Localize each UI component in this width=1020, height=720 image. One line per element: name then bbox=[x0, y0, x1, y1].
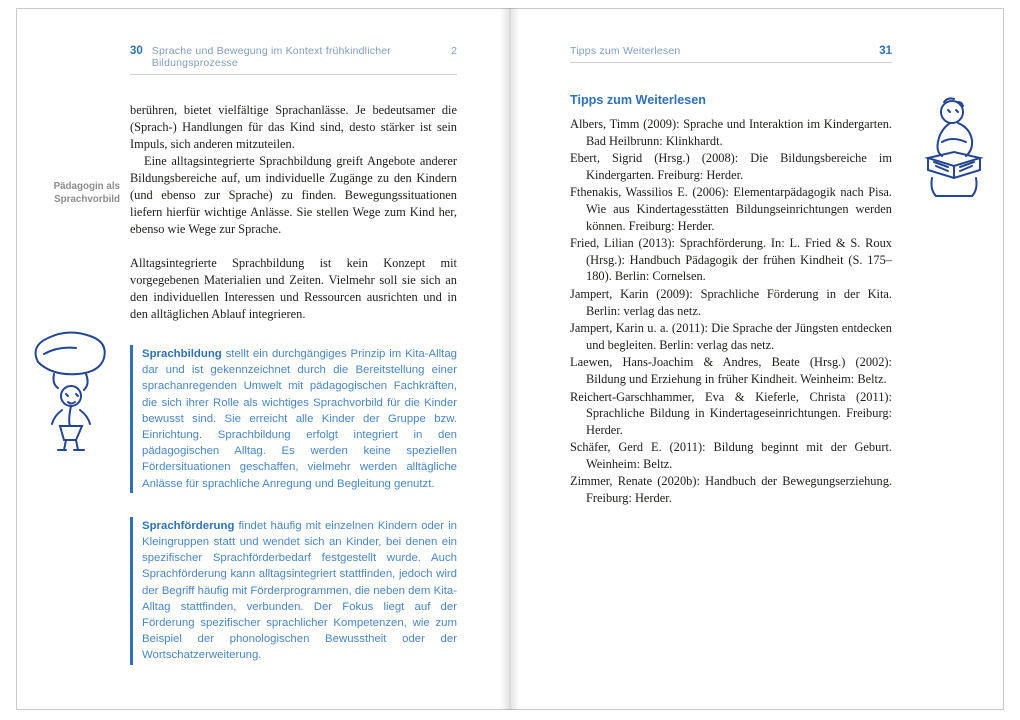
reference-item: Fthenakis, Wassilios E. (2006): Elementarpädagogik nach Pisa. Wie aus Kindertagesstätten Bildungseinrichtungen werden können. Freiburg: Herder. bbox=[570, 185, 892, 233]
illustration-figure-carrying bbox=[24, 328, 116, 454]
book-gutter-shadow bbox=[500, 8, 520, 710]
left-chapter-mark: 2 bbox=[451, 45, 457, 57]
left-header-rule bbox=[130, 74, 457, 75]
illustration-figure-reading bbox=[914, 96, 996, 208]
right-page-number: 31 bbox=[879, 45, 892, 57]
left-running-title: Sprache und Bewegung im Kontext frühkindlicher Bildungsprozesse bbox=[151, 45, 391, 69]
section-heading: Tipps zum Weiterlesen bbox=[570, 93, 707, 107]
reference-item: Schäfer, Gerd E. (2011): Bildung beginnt mit der Geburt. Weinheim: Beltz. bbox=[570, 440, 892, 471]
reference-item: Albers, Timm (2009): Sprache und Interaktion im Kindergarten. Bad Heilbrunn: Klinkhardt. bbox=[570, 117, 892, 148]
infobox-text: findet häufig mit einzelnen Kindern oder in Kleingruppen statt und wendet sich an Kinder, bei denen ein spezifischer Sprachförderbedarf festgestellt wurde. Auch Sprachförderung kann alltagsintegriert stattfinden, jedoch wird der Begriff häufig mit Förderprogrammen, die neben dem Kita-Alltag stattfinden, verbunden. Der Fokus liegt auf der Förderung spezifischer sprachlicher Kompetenzen, wie zum Beispiel der phonologischen Bewusstheit oder der Wortschatzerweiterung. bbox=[142, 519, 457, 662]
page-edge-right bbox=[1003, 8, 1004, 710]
page-edge-left bbox=[16, 8, 17, 710]
margin-note: Pädagogin als Sprachvorbild bbox=[53, 181, 120, 205]
infobox-lead: Sprachförderung bbox=[142, 519, 235, 532]
left-running-head bbox=[130, 45, 457, 69]
right-running-title: Tipps zum Weiterlesen bbox=[570, 45, 681, 57]
body-paragraph: Eine alltagsintegrierte Sprachbildung greift Angebote anderer Bildungsbereiche auf, um individuelle Zugänge zu den Kindern (und ebenso zur Sprache) zu finden. Bewegungssituationen liefern hierfür wichtige Anlässe. Sie stellen Wege zum Kind her, ebenso wie Wege zur Sprache. bbox=[130, 154, 457, 236]
body-paragraph: Alltagsintegrierte Sprachbildung ist kein Konzept mit vorgegebenen Materialien und Zeiten. Vielmehr soll sie sich an den individuellen Interessen und Ressourcen ausrichten und in den alltäglichen Ablauf integrieren. bbox=[130, 256, 457, 321]
infobox-lead: Sprachbildung bbox=[142, 348, 222, 360]
reference-item: Fried, Lilian (2013): Sprachförderung. In: L. Fried & S. Roux (Hrsg.): Handbuch Pädagogik der frühen Kindheit (S. 175–180). Berlin: Cornelsen. bbox=[570, 236, 892, 284]
infobox-sprachbildung bbox=[130, 345, 457, 493]
reference-item: Jampert, Karin (2009): Sprachliche Förderung in der Kita. Berlin: verlag das netz. bbox=[570, 286, 892, 318]
reference-item: Jampert, Karin u. a. (2011): Die Sprache der Jüngsten entdecken und begleiten. Berlin: verlag das netz. bbox=[570, 321, 892, 352]
left-page-number: 30 bbox=[130, 45, 143, 57]
right-running-head bbox=[570, 45, 892, 57]
reference-item: Laewen, Hans-Joachim & Andres, Beate (Hrsg.) (2002): Bildung und Erziehung in früher Kindheit. Weinheim: Beltz. bbox=[570, 355, 892, 386]
right-header-rule bbox=[570, 62, 892, 63]
reference-item: Zimmer, Renate (2020b): Handbuch der Bewegungserziehung. Freiburg: Herder. bbox=[570, 474, 892, 506]
infobox-text: stellt ein durchgängiges Prinzip im Kita-Alltag dar und ist gekennzeichnet durch die Bereitstellung einer sprachanregenden Umwelt mit pädagogischen Fachkräften, die sich ihrer Rolle als wichtiges Sprachvorbild für die Kinder bewusst sind. Sie erreicht alle Kinder der Gruppe bzw. Einrichtung. Sprachbildung erfolgt integriert in den pädagogischen Alltag. Es werden keine speziellen Fördersituationen geschaffen, vielmehr werden alltägliche Anlässe für sprachliche Anregung und Begleitung genutzt. bbox=[142, 348, 457, 490]
infobox-sprachfoerderung bbox=[130, 517, 457, 665]
right-page bbox=[570, 45, 892, 508]
reference-list bbox=[570, 116, 892, 507]
reference-item: Reichert-Garschhammer, Eva & Kieferle, Christa (2011): Sprachliche Bildung in Kindertageseinrichtungen. Freiburg: Herder. bbox=[570, 389, 892, 437]
body-paragraph: berühren, bietet vielfältige Sprachanlässe. Je bedeutsamer die (Sprach-) Handlungen für das Kind sind, desto stärker ist sein Impuls, sich anderen mitzuteilen. bbox=[130, 103, 457, 151]
reference-item: Ebert, Sigrid (Hrsg.) (2008): Die Bildungsbereiche im Kindergarten. Freiburg: Herder. bbox=[570, 151, 892, 182]
left-page bbox=[130, 45, 457, 665]
